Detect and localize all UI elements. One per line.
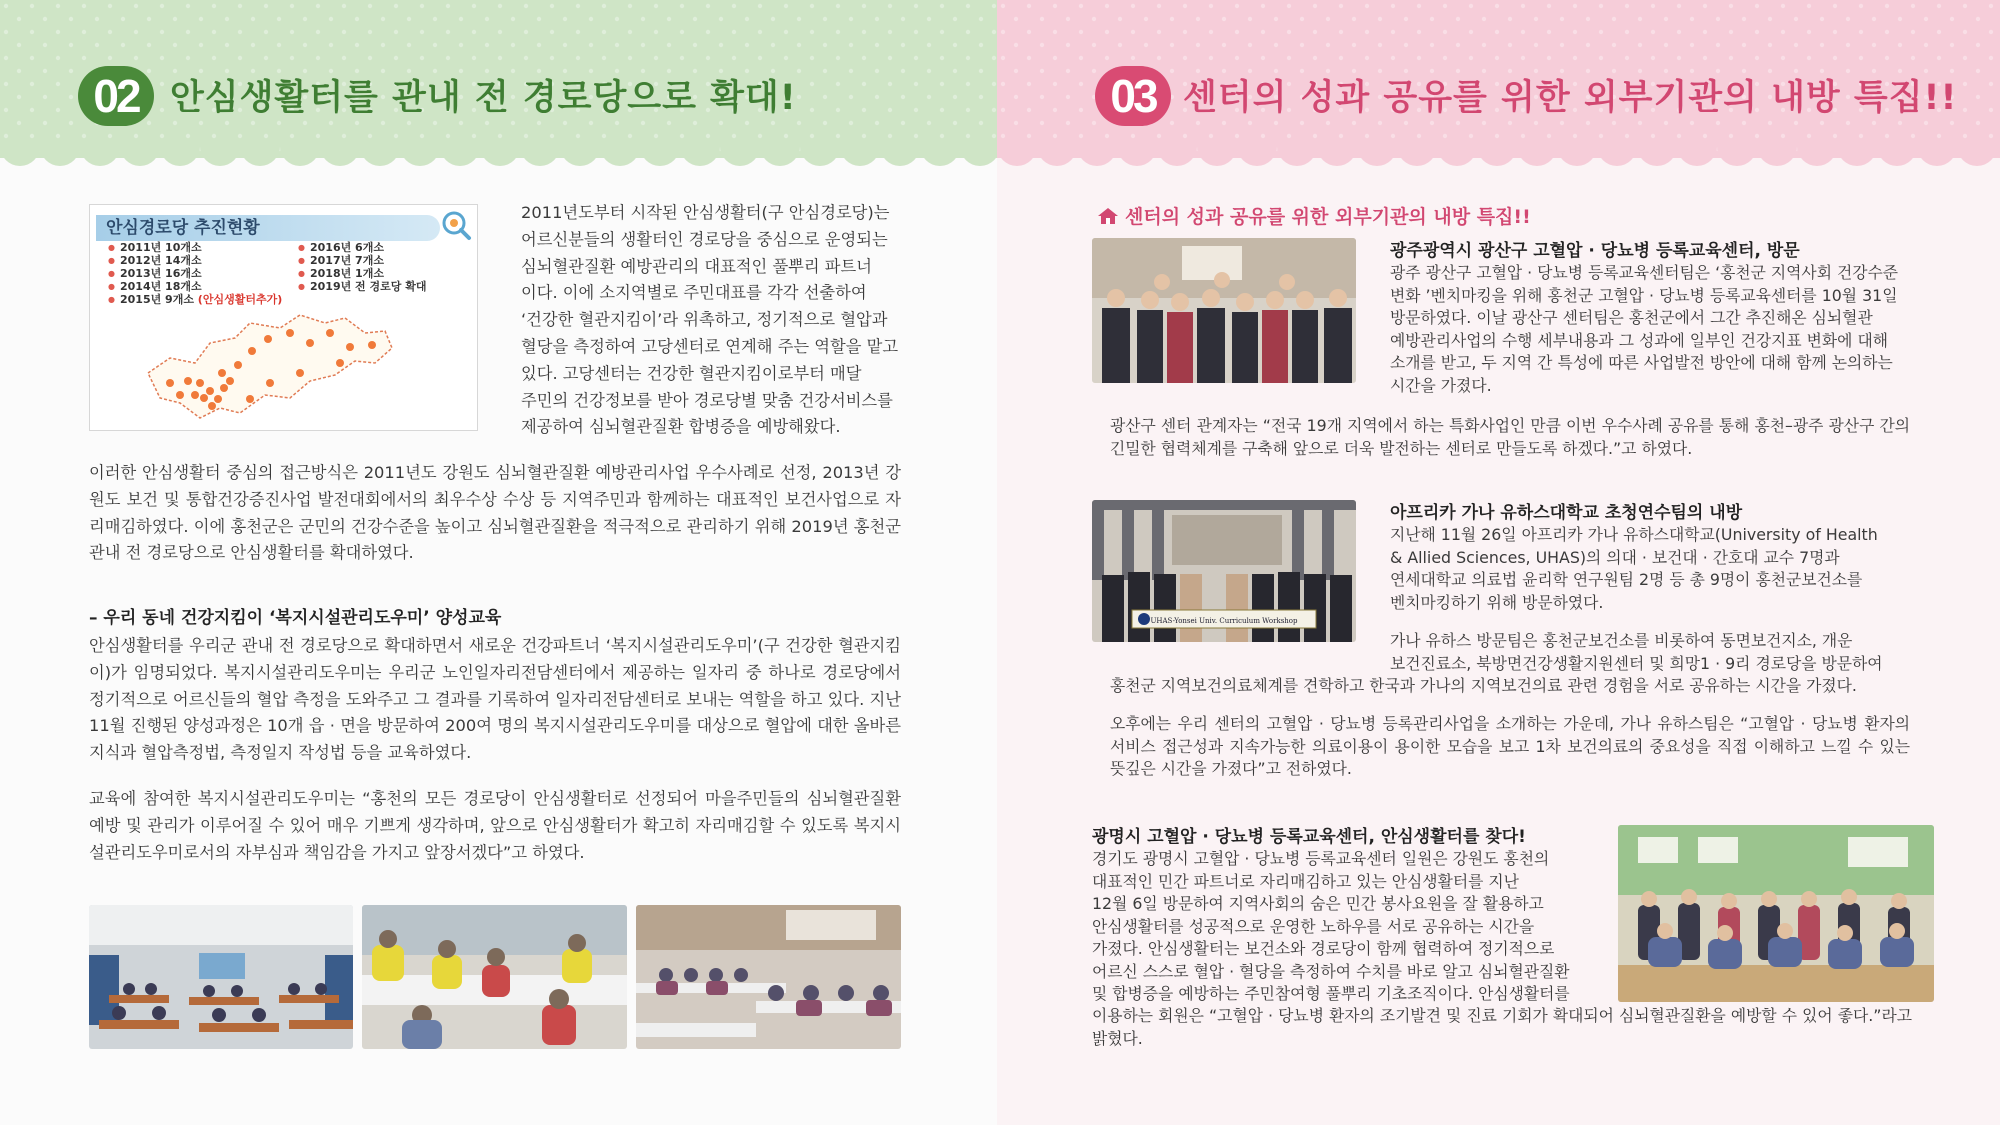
photo-ghana-visit <box>1092 500 1356 642</box>
section-heading: 안심생활터를 관내 전 경로당으로 확대! <box>170 78 797 118</box>
intro-line: 심뇌혈관질환 예방관리의 대표적인 풀뿌리 파트너 <box>521 256 872 276</box>
left-page <box>0 0 997 1125</box>
status-item: ● 2013년 16개소 <box>108 267 282 280</box>
status-item: ● 2016년 6개소 <box>298 241 426 254</box>
story2-body <box>1390 524 1904 614</box>
intro-paragraph <box>521 200 901 441</box>
story1-quote: 광산구 센터 관계자는 “전국 19개 지역에서 하는 특화사업인 만큼 이번 우수사례 공유를 통해 홍천–광주 광산구 간의 긴밀한 협력체계를 구축해 앞으로 더욱 발전하는 센터로 만들도록 하겠다.”고 하였다. <box>1110 416 1910 458</box>
story2-line: & Allied Sciences, UHAS)의 의대 · 보건대 · 간호대 교수 7명과 <box>1390 547 1840 567</box>
section-number-badge: 03 <box>1095 66 1171 126</box>
status-item: ● 2019년 전 경로당 확대 <box>298 280 426 293</box>
status-item: ● 2012년 14개소 <box>108 254 282 267</box>
status-item: ● 2015년 9개소 (안심생활터추가) <box>108 293 282 306</box>
story1-line: 방문하였다. 이날 광산구 센터팀은 홍천군에서 그간 추진해온 심뇌혈관 <box>1390 308 1873 327</box>
photo-blood-pressure-practice <box>362 905 627 1049</box>
intro-line: 혈당을 측정하여 고당센터로 연계해 주는 역할을 맡고 <box>521 336 899 356</box>
workshop-banner-text: UHAS-Yonsei Univ. Curriculum Workshop <box>1150 617 1298 625</box>
story3-tail: 이용하는 회원은 “고혈압 · 당뇨병 환자의 조기발견 및 진료 기회가 확대되어 심뇌혈관질환을 예방할 수 있어 좋다.”라고 밝혔다. <box>1092 1006 1912 1048</box>
story2-line: 연세대학교 의료법 윤리학 연구원팀 2명 등 총 9명이 홍천군보건소를 <box>1390 570 1863 589</box>
magnifier-icon <box>440 209 472 241</box>
intro-line: 2011년도부터 시작된 안심생활터(구 안심경로당)는 <box>521 203 890 222</box>
intro-line: 있다. 고당센터는 건강한 혈관지킴이로부터 매달 <box>521 363 862 383</box>
story2-paragraph: 오후에는 우리 센터의 고혈압 · 당뇨병 등록관리사업을 소개하는 가운데, 가나 유하스팀은 “고혈압 · 당뇨병 환자의 서비스 접근성과 지속가능한 의료이용이 용이한 모습을 보고 1차 보건의료의 중요성을 직접 이해하고 느낄 수 있는 뜻깊은 시간을 가졌다”고 전하였다. <box>1110 714 1910 778</box>
status-item: ● 2018년 1개소 <box>298 267 426 280</box>
photo-gwangmyeong-visit <box>1618 825 1934 1002</box>
intro-line: 제공하여 심뇌혈관질환 합병증을 예방해왔다. <box>521 417 841 437</box>
story1-body <box>1390 262 1904 397</box>
story2-line: 지난해 11월 26일 아프리카 가나 유하스대학교(University of Health <box>1390 525 1878 544</box>
story2-body-3: 홍천군 지역보건의료체계를 견학하고 한국과 가나의 지역보건의료 관련 경험을 서로 공유하는 시간을 가졌다. <box>1110 676 1857 695</box>
subheading-helper-training: – 우리 동네 건강지킴이 ‘복지시설관리도우미’ 양성교육 <box>89 608 502 628</box>
photo-lecture-hall <box>89 905 353 1049</box>
status-item: ● 2011년 10개소 <box>108 241 282 254</box>
story2-line: 벤치마킹하기 위해 방문하였다. <box>1390 592 1604 612</box>
section-number-badge: 02 <box>78 66 154 126</box>
feature-title <box>1097 202 1531 229</box>
intro-line: 주민의 건강정보를 받아 경로당별 맞춤 건강서비스를 <box>521 390 893 410</box>
story1-line: 시간을 가졌다. <box>1390 375 1492 395</box>
story2-body-2 <box>1390 630 1904 675</box>
story3-line: 대표적인 민간 파트너로 자리매김하고 있는 안심생활터를 지난 <box>1092 871 1519 891</box>
story1-line: 예방관리사업의 수행 세부내용과 그 성과에 일부인 건강지표 변화에 대해 <box>1390 330 1888 350</box>
status-list-1 <box>108 241 282 306</box>
status-item: ● 2014년 18개소 <box>108 280 282 293</box>
banner-scallop <box>0 146 997 170</box>
story3-line: 경기도 광명시 고혈압 · 당뇨병 등록교육센터 일원은 강원도 홍천의 <box>1092 849 1550 868</box>
story2-title: 아프리카 가나 유하스대학교 초청연수팀의 내방 <box>1390 503 1743 523</box>
county-map <box>140 303 400 425</box>
paragraph-helper: 안심생활터를 우리군 관내 전 경로당으로 확대하면서 새로운 건강파트너 ‘복지시설관리도우미’(구 건강한 혈관지킴이)가 임명되었다. 복지시설관리도우미는 우리군 노인일자리전담센터에서 제공하는 일자리 중 하나로 경로당에서 정기적으로 어르신들의 혈압 측정을 도와주고 그 결과를 기록하여 일자리전담센터로 보내는 역할을 하고 있다. 지난 11월 진행된 양성과정은 10개 읍 · 면을 방문하여 200여 명의 복지시설관리도우미를 대상으로 혈압에 대한 올바른 지식과 혈압측정법, 측정일지 작성법 등을 교육하였다. <box>89 636 901 763</box>
story2b-line: 보건진료소, 북방면건강생활지원센터 및 희망1 · 9리 경로당을 방문하여 <box>1390 653 1883 673</box>
story1-line: 광주 광산구 고혈압 · 당뇨병 등록교육센터팀은 ‘홍천군 지역사회 건강수준 <box>1390 263 1899 282</box>
status-map-figure <box>89 204 478 431</box>
story2b-line: 가나 유하스 방문팀은 홍천군보건소를 비롯하여 동면보건지소, 개운 <box>1390 631 1853 650</box>
paragraph-approach: 이러한 안심생활터 중심의 접근방식은 2011년도 강원도 심뇌혈관질환 예방관리사업 우수사례로 선정, 2013년 강원도 보건 및 통합건강증진사업 발전대회에서의 최우수상 수상 등 지역주민과 함께하는 대표적인 보건사업으로 자리매김하였다. 이에 홍천군은 군민의 건강수준을 높이고 심뇌혈관질환을 적극적으로 관리하기 위해 2019년 홍천군 관내 전 경로당으로 안심생활터를 확대하였다. <box>89 463 901 563</box>
story3-line: 안심생활터를 성공적으로 운영한 노하우를 서로 공유하는 시간을 <box>1092 916 1535 936</box>
banner-scallop <box>997 146 2000 170</box>
feature-title-text: 센터의 성과 공유를 위한 외부기관의 내방 특집!! <box>1125 206 1531 228</box>
story3-line: 어르신 스스로 혈압 · 혈당을 측정하여 수치를 바로 알고 심뇌혈관질환 <box>1092 961 1570 981</box>
story1-line: 변화 ’벤치마킹을 위해 홍천군 고혈압 · 당뇨병 등록교육센터를 10월 31일 <box>1390 285 1898 305</box>
story3-body <box>1092 848 1586 1006</box>
story3-line: 가졌다. 안심생활터는 보건소와 경로당이 함께 협력하여 정기적으로 <box>1092 939 1555 958</box>
house-icon <box>1097 207 1119 225</box>
status-list-2 <box>298 241 426 293</box>
status-item: ● 2017년 7개소 <box>298 254 426 267</box>
story1-line: 소개를 받고, 두 지역 간 특성에 따른 사업발전 방안에 대해 함께 논의하는 <box>1390 353 1893 372</box>
story3-line: 12월 6일 방문하여 지역사회의 숨은 민간 봉사요원을 잘 활용하고 <box>1092 894 1544 913</box>
story1-title: 광주광역시 광산구 고혈압 · 당뇨병 등록교육센터, 방문 <box>1390 241 1800 261</box>
paragraph-quote: 교육에 참여한 복지시설관리도우미는 “홍천의 모든 경로당이 안심생활터로 선정되어 마을주민들의 심뇌혈관질환 예방 및 관리가 이루어질 수 있어 매우 기쁘게 생각하며, 앞으로 안심생활터가 확고히 자리매김할 수 있도록 복지시설관리도우미로서의 자부심과 책임감을 가지고 앞장서겠다”고 하였다. <box>89 789 901 862</box>
intro-line: ‘건강한 혈관지킴이’라 위촉하고, 정기적으로 혈압과 <box>521 310 888 330</box>
figure-title: 안심경로당 추진현황 <box>96 215 440 241</box>
story3-line: 및 합병증을 예방하는 주민참여형 풀뿌리 기초조직이다. 안심생활터를 <box>1092 984 1570 1003</box>
section-heading: 센터의 성과 공유를 위한 외부기관의 내방 특집!! <box>1183 78 1958 118</box>
story3-title: 광명시 고혈압 · 당뇨병 등록교육센터, 안심생활터를 찾다! <box>1092 827 1526 847</box>
photo-gwangsan-visit <box>1092 238 1356 383</box>
intro-line: 이다. 이에 소지역별로 주민대표를 각각 선출하여 <box>521 283 867 303</box>
photo-classroom-seniors <box>636 905 901 1049</box>
intro-line: 어르신분들의 생활터인 경로당을 중심으로 운영되는 <box>521 229 888 249</box>
